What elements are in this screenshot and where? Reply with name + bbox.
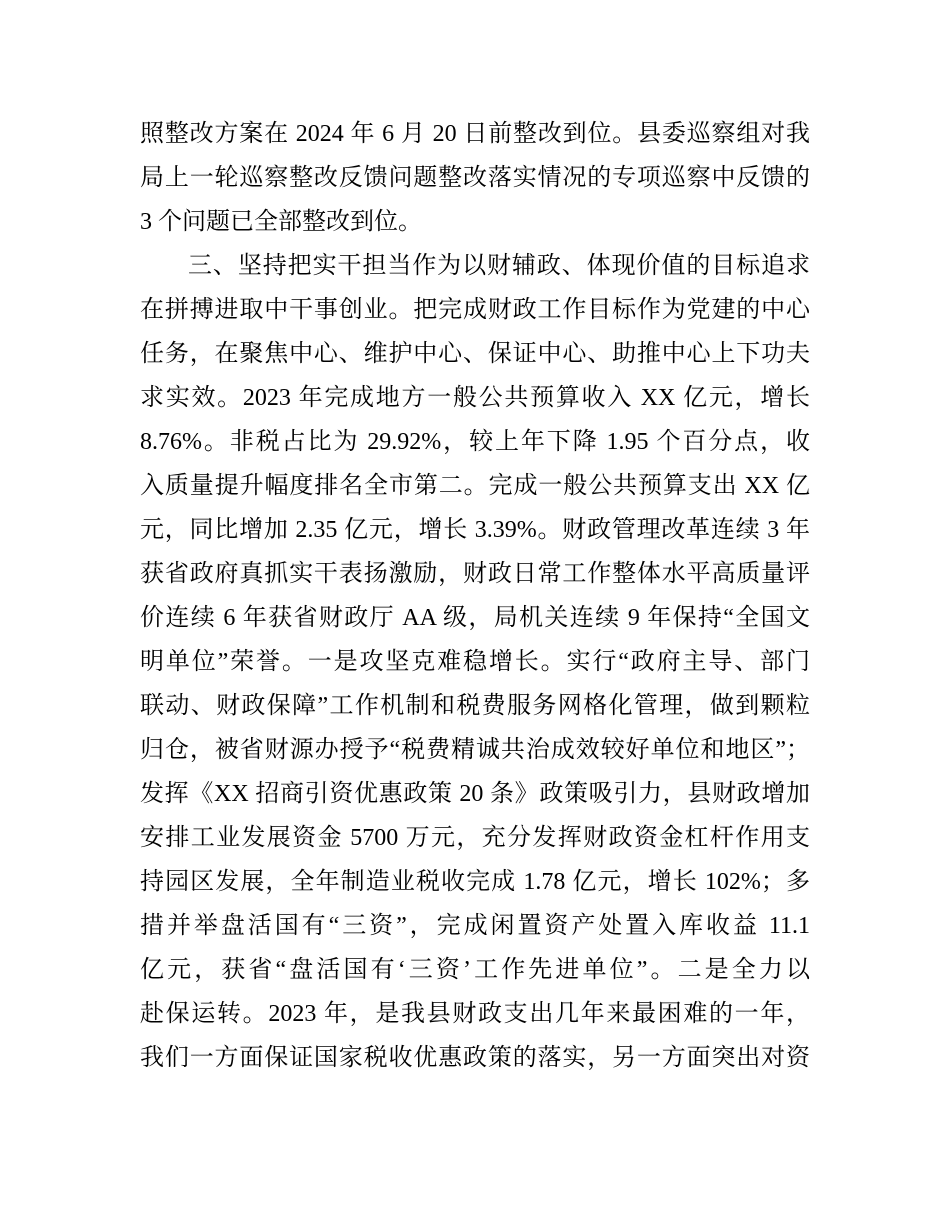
- text-line: 元，同比增加 2.35 亿元，增长 3.39%。财政管理改革连续 3 年: [140, 517, 810, 543]
- text-line: 任务，在聚焦中心、维护中心、保证中心、助推中心上下功夫: [140, 341, 810, 367]
- text-line: 发挥《XX 招商引资优惠政策 20 条》政策吸引力，县财政增加: [140, 781, 810, 807]
- text-line: 获省政府真抓实干表扬激励，财政日常工作整体水平高质量评: [140, 561, 810, 587]
- text-line: 明单位”荣誉。一是攻坚克难稳增长。实行“政府主导、部门: [140, 649, 810, 675]
- text-line: 亿元，获省“盘活国有‘三资’工作先进单位”。二是全力以: [140, 957, 810, 983]
- text-line: 在拼搏进取中干事创业。把完成财政工作目标作为党建的中心: [140, 297, 810, 323]
- text-line: 联动、财政保障”工作机制和税费服务网格化管理，做到颗粒: [140, 693, 810, 719]
- text-line: 持园区发展，全年制造业税收完成 1.78 亿元，增长 102%；多: [140, 869, 810, 895]
- text-line: 归仓，被省财源办授予“税费精诚共治成效较好单位和地区”；: [140, 737, 810, 763]
- text-line: 8.76%。非税占比为 29.92%，较上年下降 1.95 个百分点，收: [140, 429, 810, 455]
- section-heading-line: 三、坚持把实干担当作为以财辅政、体现价值的目标追求: [188, 253, 810, 279]
- text-line: 安排工业发展资金 5700 万元，充分发挥财政资金杠杆作用支: [140, 825, 810, 851]
- text-line: 措并举盘活国有“三资”，完成闲置资产处置入库收益 11.1: [140, 913, 810, 939]
- text-line: 入质量提升幅度排名全市第二。完成一般公共预算支出 XX 亿: [140, 473, 810, 499]
- text-line: 我们一方面保证国家税收优惠政策的落实，另一方面突出对资: [140, 1045, 810, 1071]
- text-line: 局上一轮巡察整改反馈问题整改落实情况的专项巡察中反馈的: [140, 165, 810, 191]
- document-body: [140, 112, 810, 1080]
- text-line: 价连续 6 年获省财政厅 AA 级，局机关连续 9 年保持“全国文: [140, 605, 810, 631]
- text-line: 求实效。2023 年完成地方一般公共预算收入 XX 亿元，增长: [140, 385, 810, 411]
- text-line: 照整改方案在 2024 年 6 月 20 日前整改到位。县委巡察组对我: [140, 121, 810, 147]
- text-line: 赴保运转。2023 年，是我县财政支出几年来最困难的一年，: [140, 1001, 810, 1027]
- text-line: 3 个问题已全部整改到位。: [140, 209, 422, 235]
